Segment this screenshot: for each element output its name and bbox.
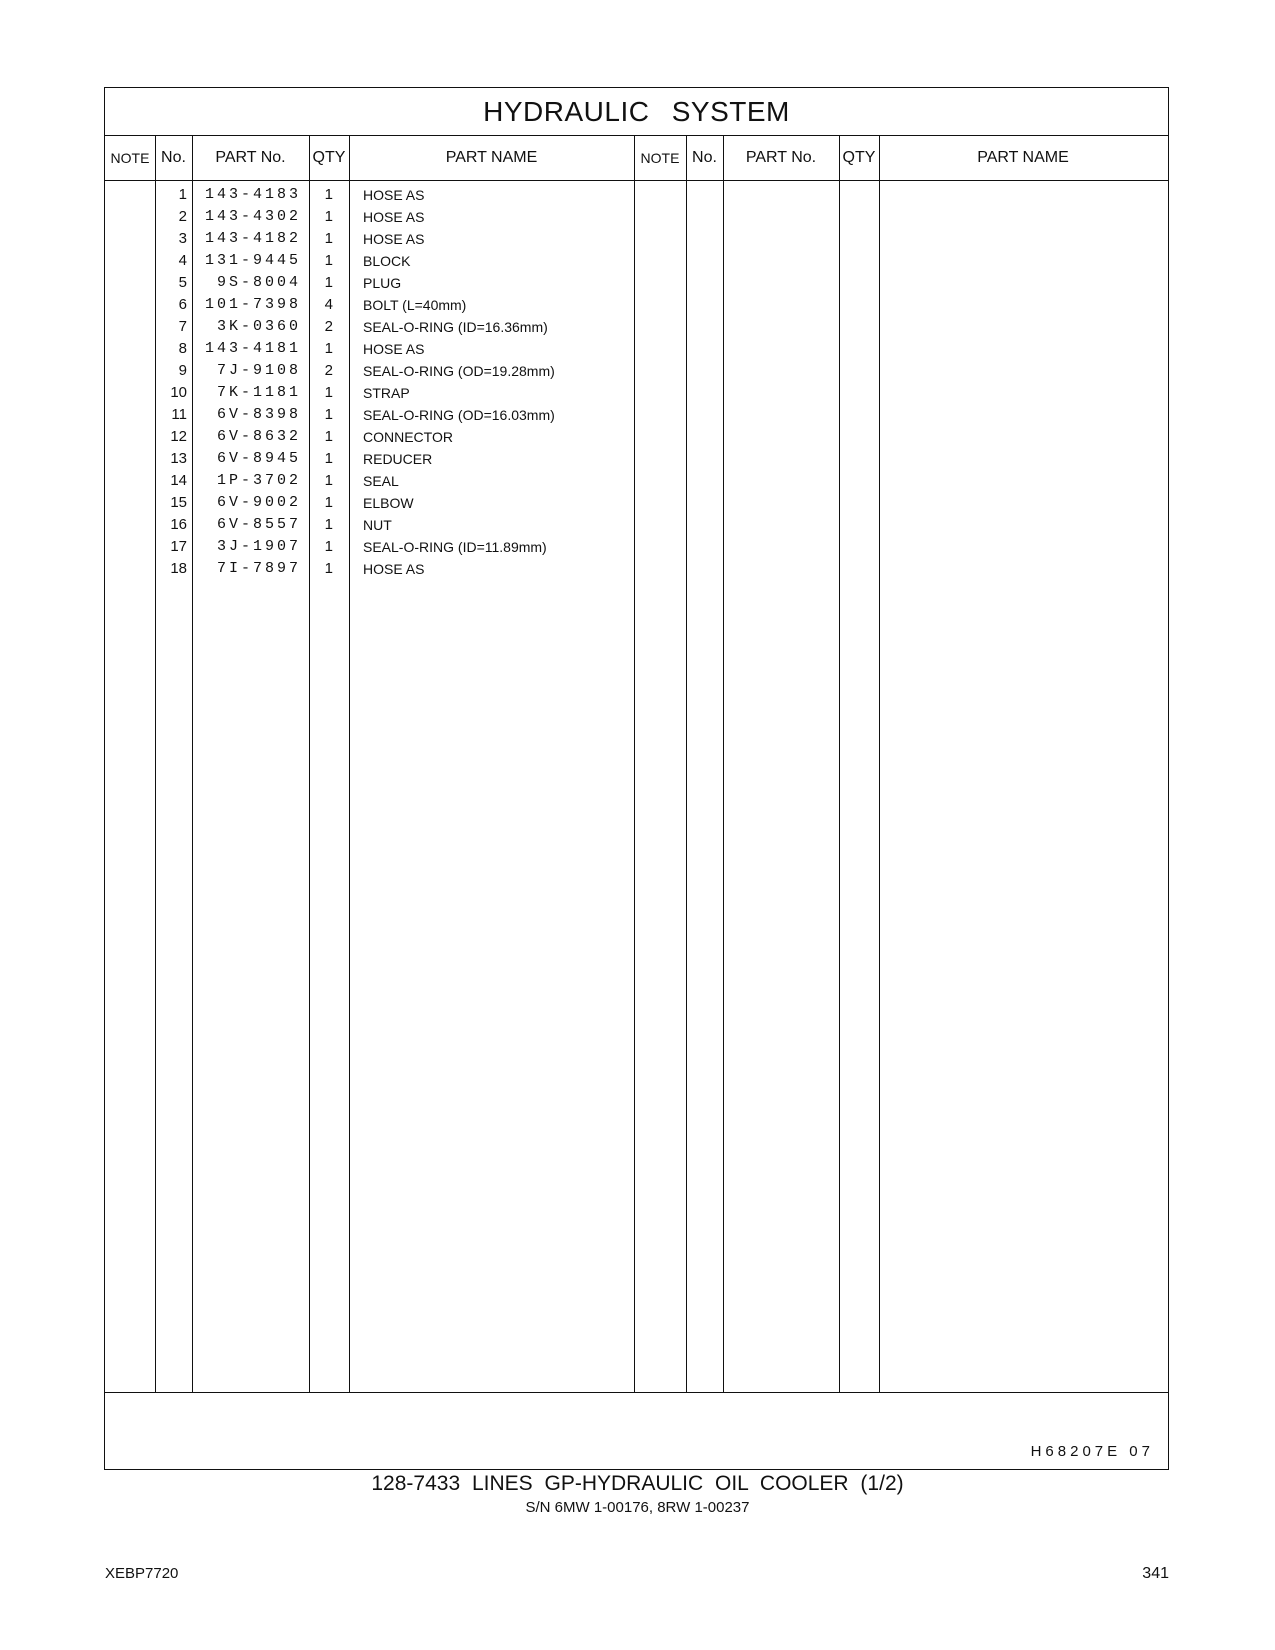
part-quantity: 1 <box>324 274 333 291</box>
table-row <box>105 184 1168 206</box>
footer-subtitle: S/N 6MW 1-00176, 8RW 1-00237 <box>525 1499 750 1516</box>
part-name: PLUG <box>363 275 402 291</box>
part-number: 6V-8632 <box>216 428 301 445</box>
bottom-band <box>105 1392 1168 1471</box>
part-quantity: 1 <box>324 208 333 225</box>
section-title: HYDRAULIC SYSTEM <box>105 88 1168 136</box>
table-row <box>105 250 1168 272</box>
part-quantity: 1 <box>324 516 333 533</box>
table-row <box>105 492 1168 514</box>
part-number: 143-4181 <box>205 340 302 357</box>
part-number: 6V-9002 <box>216 494 301 511</box>
table-row <box>105 470 1168 492</box>
header-part-no-right: PART No. <box>745 148 817 166</box>
part-item-number: 1 <box>178 186 187 203</box>
part-quantity: 2 <box>324 362 333 379</box>
part-item-number: 9 <box>178 362 187 379</box>
part-name: STRAP <box>363 385 410 401</box>
part-name: HOSE AS <box>363 231 425 247</box>
footer-title: 128-7433 LINES GP-HYDRAULIC OIL COOLER (1/2) <box>371 1472 904 1495</box>
part-item-number: 10 <box>170 384 187 401</box>
part-item-number: 3 <box>178 230 187 247</box>
part-number: 101-7398 <box>205 296 302 313</box>
part-item-number: 8 <box>178 340 187 357</box>
part-item-number: 4 <box>178 252 187 269</box>
part-number: 143-4183 <box>205 186 302 203</box>
parts-list-frame <box>104 87 1169 1470</box>
part-name: SEAL-O-RING (OD=16.03mm) <box>363 407 555 423</box>
part-item-number: 5 <box>178 274 187 291</box>
part-item-number: 14 <box>170 472 187 489</box>
part-quantity: 1 <box>324 538 333 555</box>
part-name: NUT <box>363 517 392 533</box>
part-name: BOLT (L=40mm) <box>363 297 467 313</box>
part-number: 6V-8945 <box>216 450 301 467</box>
header-part-name-right: PART NAME <box>977 148 1069 166</box>
header-no-right: No. <box>692 148 717 166</box>
part-item-number: 6 <box>178 296 187 313</box>
header-note-left: NOTE <box>110 149 150 166</box>
drawing-code: H68207E 07 <box>1030 1443 1154 1460</box>
part-name: HOSE AS <box>363 209 425 225</box>
part-number: 6V-8398 <box>216 406 301 423</box>
part-number: 6V-8557 <box>216 516 301 533</box>
part-item-number: 12 <box>170 428 187 445</box>
part-number: 131-9445 <box>205 252 302 269</box>
table-row <box>105 228 1168 250</box>
part-quantity: 4 <box>324 296 333 313</box>
part-quantity: 1 <box>324 186 333 203</box>
part-number: 3K-0360 <box>216 318 301 335</box>
table-row <box>105 404 1168 426</box>
part-quantity: 1 <box>324 560 333 577</box>
part-quantity: 1 <box>324 252 333 269</box>
part-item-number: 11 <box>171 406 187 423</box>
part-name: HOSE AS <box>363 341 425 357</box>
table-row <box>105 558 1168 580</box>
table-row <box>105 338 1168 360</box>
table-row <box>105 536 1168 558</box>
part-number: 3J-1907 <box>216 538 301 555</box>
part-number: 7I-7897 <box>216 560 301 577</box>
part-quantity: 1 <box>324 428 333 445</box>
table-row <box>105 448 1168 470</box>
part-item-number: 13 <box>170 450 187 467</box>
part-name: SEAL-O-RING (ID=16.36mm) <box>363 319 548 335</box>
part-name: SEAL-O-RING (ID=11.89mm) <box>363 539 547 555</box>
part-item-number: 16 <box>170 516 187 533</box>
part-name: REDUCER <box>363 451 433 467</box>
part-name: HOSE AS <box>363 187 425 203</box>
table-row <box>105 206 1168 228</box>
part-item-number: 15 <box>170 494 187 511</box>
part-quantity: 1 <box>324 494 333 511</box>
document-id: XEBP7720 <box>105 1565 179 1582</box>
part-name: ELBOW <box>363 495 414 511</box>
part-number: 7J-9108 <box>216 362 301 379</box>
part-number: 9S-8004 <box>216 274 301 291</box>
table-row <box>105 360 1168 382</box>
part-quantity: 1 <box>324 472 333 489</box>
part-name: HOSE AS <box>363 561 425 577</box>
table-row <box>105 426 1168 448</box>
header-part-name-left: PART NAME <box>445 148 538 166</box>
part-name: SEAL-O-RING (OD=19.28mm) <box>363 363 555 379</box>
part-number: 143-4302 <box>205 208 302 225</box>
part-name: BLOCK <box>363 253 411 269</box>
part-item-number: 17 <box>170 538 187 555</box>
header-note-right: NOTE <box>640 149 680 166</box>
part-name: SEAL <box>363 473 399 489</box>
part-number: 7K-1181 <box>216 384 301 401</box>
part-item-number: 2 <box>178 208 187 225</box>
part-name: CONNECTOR <box>363 429 453 445</box>
part-number: 1P-3702 <box>216 472 301 489</box>
table-row <box>105 294 1168 316</box>
part-item-number: 18 <box>170 560 187 577</box>
table-row <box>105 316 1168 338</box>
part-quantity: 1 <box>324 450 333 467</box>
part-number: 143-4182 <box>205 230 302 247</box>
header-no-left: No. <box>161 148 186 166</box>
table-header <box>105 135 1168 181</box>
table-row <box>105 272 1168 294</box>
table-row <box>105 382 1168 404</box>
part-quantity: 1 <box>324 406 333 423</box>
header-part-no-left: PART No. <box>215 148 286 166</box>
part-quantity: 1 <box>324 230 333 247</box>
part-item-number: 7 <box>178 318 187 335</box>
part-quantity: 2 <box>324 318 333 335</box>
header-qty-right: QTY <box>842 148 876 166</box>
part-quantity: 1 <box>324 384 333 401</box>
part-quantity: 1 <box>324 340 333 357</box>
page-number: 341 <box>1142 1565 1169 1582</box>
header-qty-left: QTY <box>312 148 346 166</box>
table-row <box>105 514 1168 536</box>
